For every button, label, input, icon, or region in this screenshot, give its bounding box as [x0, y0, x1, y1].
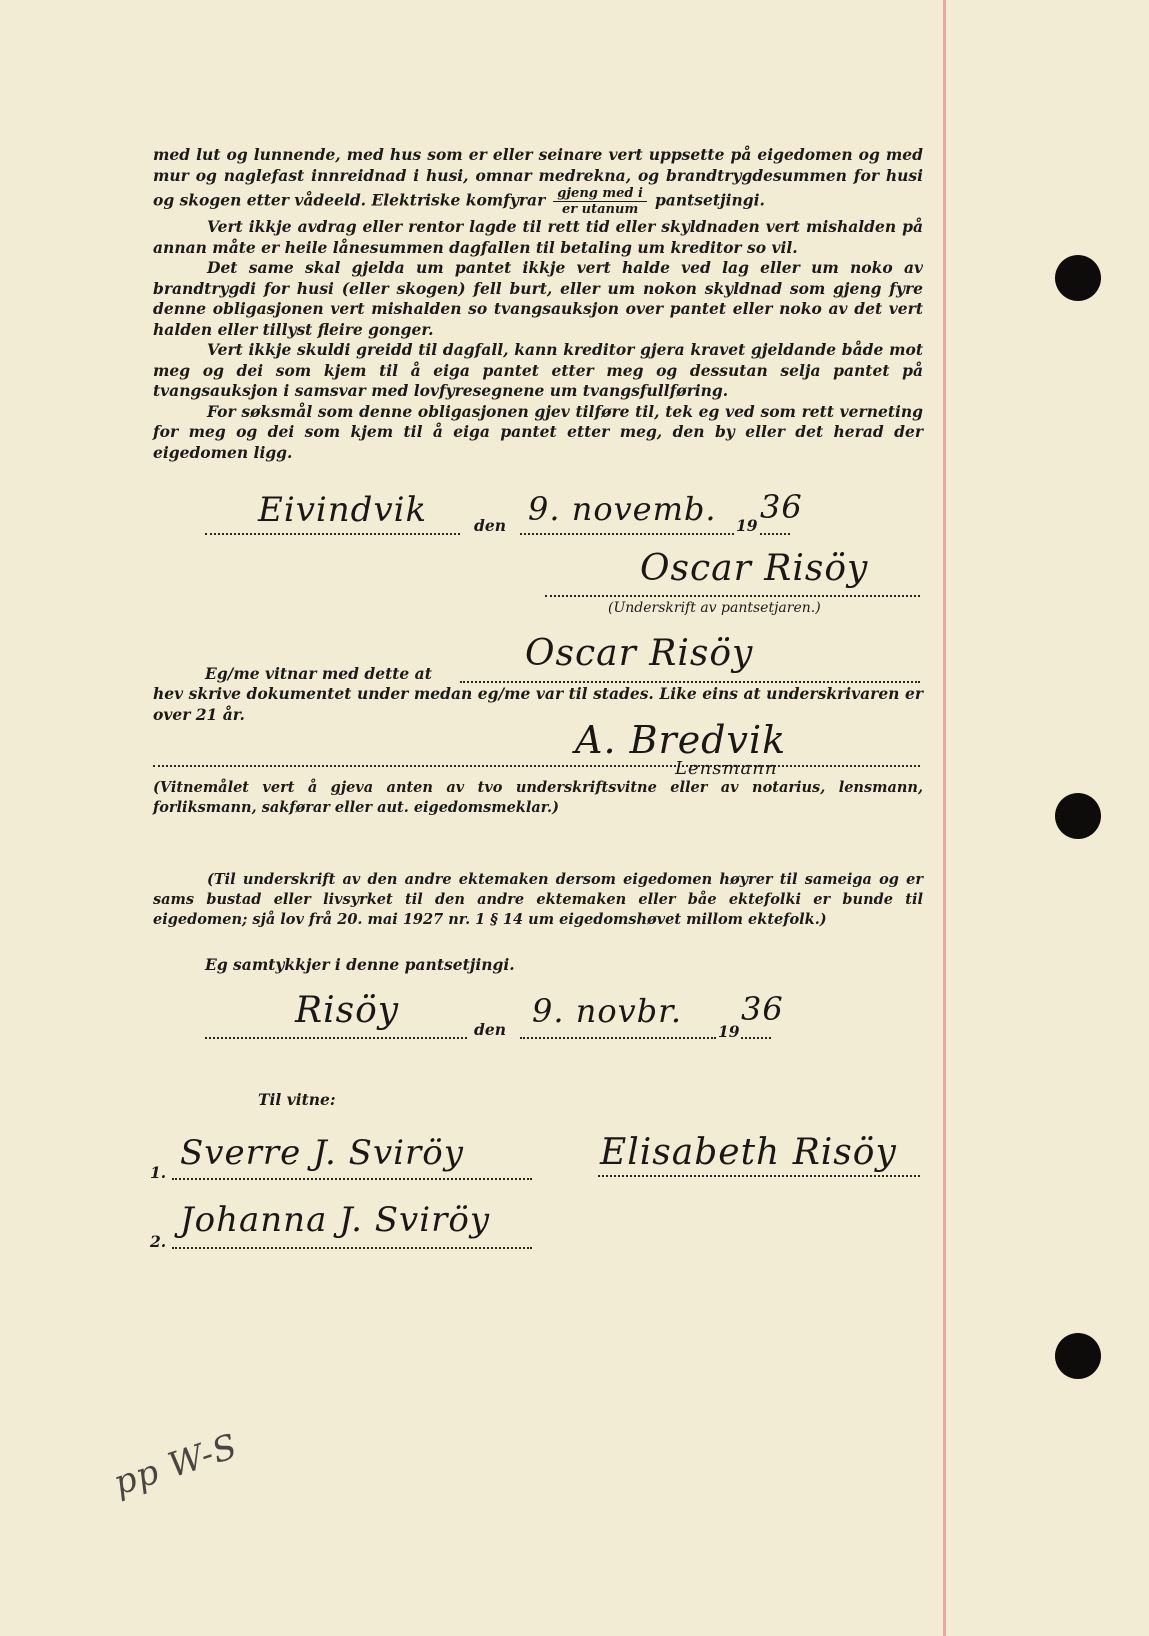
year-prefix: 19	[718, 1022, 740, 1041]
margin-note: pp W-S	[108, 1426, 243, 1504]
year-prefix: 19	[736, 516, 758, 535]
paragraph-venue: For søksmål som denne obligasjonen gjev tilføre til, tek eg ved som rett verneting for meg og dei som kjem til å eiga pantet etter meg, den by eller det herad der eigedomen ligg.	[153, 401, 923, 462]
witness-title: Lensmann	[675, 758, 778, 779]
paragraph-text: med lut og lunnende, med hus som er eller seinare vert uppsette på eigedomen og med mur og naglefast innreidnad i husi, omnar medrekna, og brandtrygdesummen for husi og skogen etter vådeeld. Elektriske komfyrar	[153, 145, 923, 210]
fraction-top: gjeng med i	[553, 186, 647, 202]
handwritten-place: Eivindvik	[258, 490, 428, 530]
witness-note-block	[153, 778, 923, 818]
paragraph-text: pantsetjingi.	[654, 190, 765, 210]
paragraph-insurance: Det same skal gjelda um pantet ikkje vert halde ved lag eller um noko av brandtrygdi for husi (eller skogen) fell burt, eller um nokon skyldnad som gjeng fyre denne obligasjonen vert mishalden so tvangsauksjon over pantet eller noko av det vert halden eller tillyst fleire gonger.	[153, 258, 923, 339]
date-line	[520, 533, 734, 535]
handwritten-signer-name: Oscar Risöy	[525, 633, 754, 674]
signature-pledger: Oscar Risöy	[640, 548, 869, 589]
date-line	[520, 1037, 716, 1039]
witness-text: hev skrive dokumentet under medan eg/me var til stades. Like eins at underskrivaren er over 21 år.	[153, 684, 923, 724]
paragraph-due: Vert ikkje skuldi greidd til dagfall, kann kreditor gjera kravet gjeldande både mot meg og dei som kjem til å eiga pantet etter meg og dessutan selja pantet på tvangsauksjon i samsvar med lovfyresegnene um tvangsfullføring.	[153, 340, 923, 400]
signature-line	[545, 595, 920, 597]
handwritten-date: 9. novbr.	[532, 992, 683, 1030]
den-label: den	[474, 516, 506, 535]
year-line	[760, 533, 790, 535]
witness-line-1	[172, 1178, 532, 1180]
spouse-note: (Til underskrift av den andre ektemaken dersom eigedomen høyrer til sameiga og er sams bustad eller livsyrket til den andre ektemaken eller båe ektefolki er bunde til eigedomen; sjå lov frå 20. mai 1927 nr. 1 § 14 um eigedomshøvet millom ektefolk.)	[153, 871, 923, 928]
mortgage-terms	[153, 145, 923, 463]
year-line	[741, 1037, 771, 1039]
witness-signature: A. Bredvik	[575, 718, 787, 762]
handwritten-year: 36	[760, 488, 803, 526]
handwritten-year: 36	[741, 990, 784, 1028]
signature-caption: (Underskrift av pantsetjaren.)	[608, 600, 821, 616]
den-label: den	[474, 1020, 506, 1039]
paragraph-property	[153, 145, 923, 217]
handwritten-date: 9. novemb.	[528, 490, 717, 528]
witness-number: 1.	[150, 1163, 167, 1182]
witness-line-2	[172, 1247, 532, 1249]
spouse-note-block	[153, 870, 923, 930]
witness-note: (Vitnemålet vert å gjeva anten av tvo underskriftsvitne eller av notarius, lensmann, forliksmann, sakførar eller aut. eigedomsmeklar.)	[153, 779, 923, 816]
fraction-bottom: er utanum	[562, 202, 639, 217]
fraction-choice	[553, 186, 647, 217]
spouse-signature: Elisabeth Risöy	[600, 1132, 897, 1173]
witnesses-label: Til vitne:	[258, 1090, 336, 1109]
place-line	[205, 533, 460, 535]
witness-text-block	[153, 684, 923, 725]
punch-hole	[1055, 1333, 1101, 1379]
spouse-signature-line	[598, 1175, 920, 1177]
margin-rule	[943, 0, 946, 1636]
witness-name-1: Sverre J. Sviröy	[180, 1133, 464, 1173]
witness-intro: Eg/me vitnar med dette at	[205, 664, 432, 683]
handwritten-place: Risöy	[295, 990, 400, 1031]
witness-name-2: Johanna J. Sviröy	[180, 1200, 491, 1240]
witness-number: 2.	[150, 1232, 167, 1251]
punch-hole	[1055, 793, 1101, 839]
spouse-consent: Eg samtykkjer i denne pantsetjingi.	[205, 955, 515, 974]
punch-hole	[1055, 255, 1101, 301]
witness-signature-line	[153, 765, 920, 767]
witness-name-line	[460, 681, 920, 683]
paragraph-default: Vert ikkje avdrag eller rentor lagde til rett tid eller skyldnaden vert mishalden på annan måte er heile lånesummen dagfallen til betaling um kreditor so vil.	[153, 217, 923, 257]
place-line	[205, 1037, 467, 1039]
